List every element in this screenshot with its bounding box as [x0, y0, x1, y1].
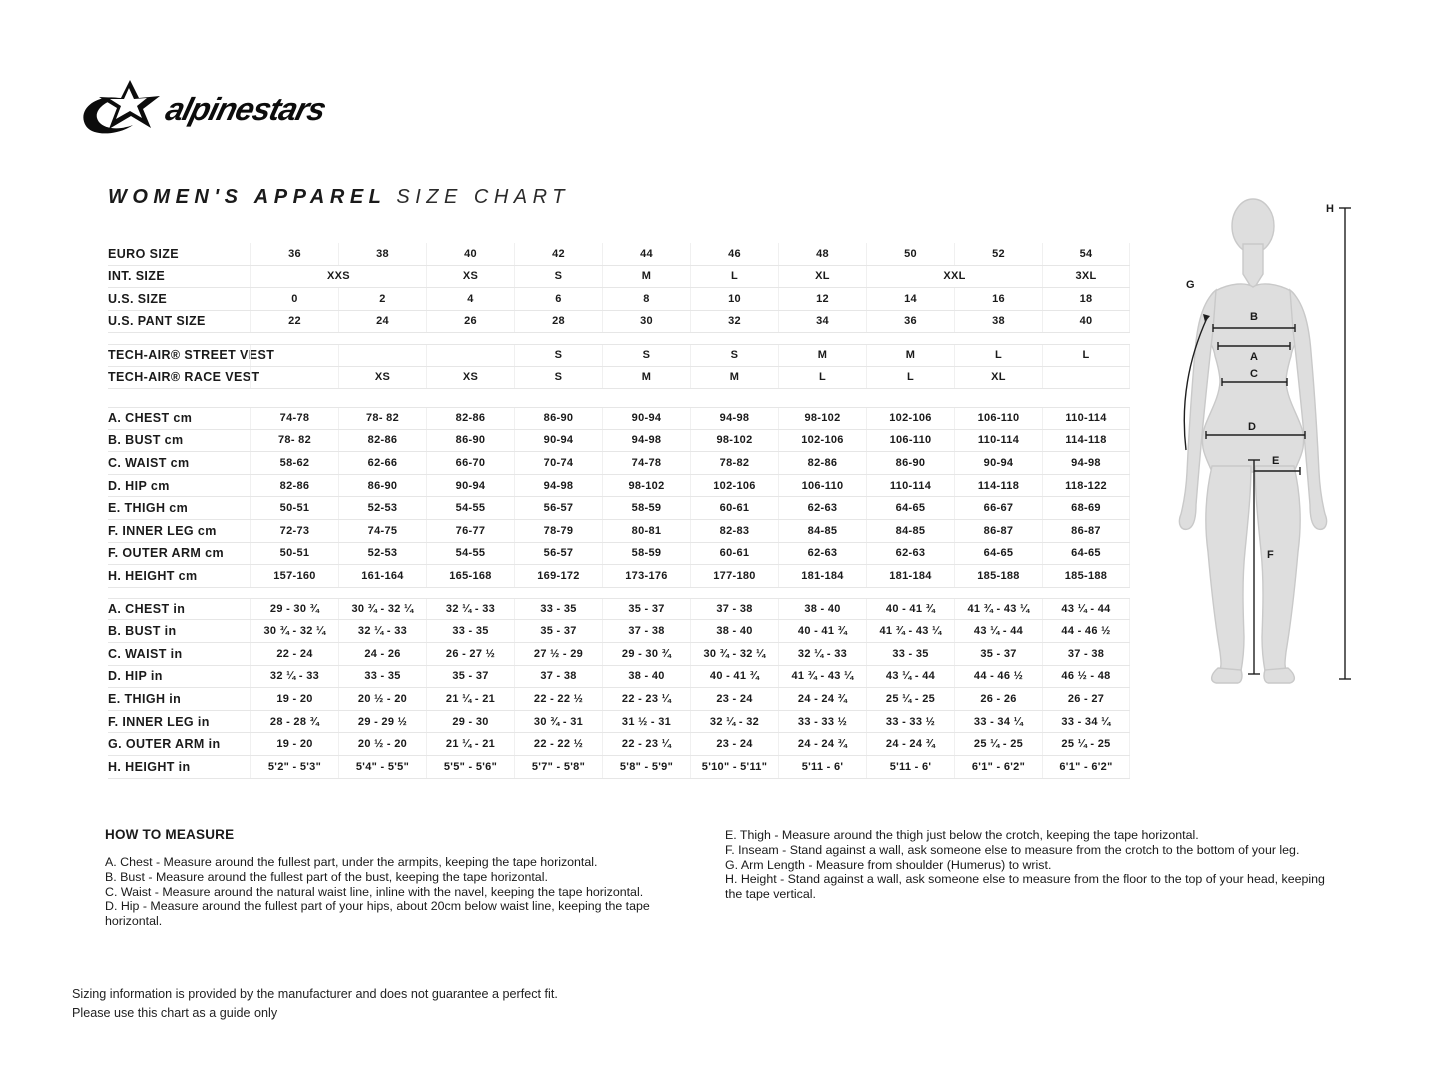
size-cell: 19 - 20: [250, 733, 338, 755]
size-cell: 90-94: [954, 452, 1042, 474]
row-label: INT. SIZE: [108, 269, 166, 284]
size-cell: 29 - 30: [426, 711, 514, 733]
size-cell: XS: [338, 367, 426, 389]
logo-wordmark: alpinestars: [162, 91, 330, 127]
size-cell: 102-106: [778, 430, 866, 452]
table-row: [108, 367, 1130, 390]
size-cell: 70-74: [514, 452, 602, 474]
size-cell: 82-86: [250, 475, 338, 497]
size-cell: 118-122: [1042, 475, 1130, 497]
size-cell: S: [514, 266, 602, 288]
size-cell: 110-114: [954, 430, 1042, 452]
size-cell: 30: [602, 311, 690, 333]
size-cell: 62-63: [778, 497, 866, 519]
size-cell: L: [690, 266, 778, 288]
row-label: EURO SIZE: [108, 246, 179, 261]
size-cell: 4: [426, 288, 514, 310]
size-cell: 44 - 46 ½: [954, 666, 1042, 688]
table-row: [108, 288, 1130, 311]
female-silhouette: [1179, 199, 1326, 683]
bust-label: B: [1250, 311, 1258, 323]
size-cell: 40 - 41 ¾: [778, 620, 866, 642]
size-cell: 37 - 38: [1042, 643, 1130, 665]
size-cell: 18: [1042, 288, 1130, 310]
size-cell: 86-87: [1042, 520, 1130, 542]
size-cell: 5'4" - 5'5": [338, 756, 426, 778]
size-cell: S: [602, 345, 690, 366]
size-cell: 28 - 28 ¾: [250, 711, 338, 733]
size-cell: 72-73: [250, 520, 338, 542]
size-cell: 22 - 23 ¼: [602, 688, 690, 710]
size-cell: 22 - 23 ¼: [602, 733, 690, 755]
size-cell: 8: [602, 288, 690, 310]
size-cell: 5'8" - 5'9": [602, 756, 690, 778]
size-cell: 22 - 22 ½: [514, 688, 602, 710]
table-row: [108, 688, 1130, 711]
size-cell: XL: [954, 367, 1042, 389]
table-row: [108, 311, 1130, 334]
row-label: H. HEIGHT in: [108, 759, 191, 774]
height-label: H: [1326, 203, 1334, 215]
size-cell: 6: [514, 288, 602, 310]
size-cell: M: [778, 345, 866, 366]
size-cell: 26 - 27 ½: [426, 643, 514, 665]
size-cell: 66-67: [954, 497, 1042, 519]
size-cell: 33 - 35: [338, 666, 426, 688]
size-cell: 35 - 37: [954, 643, 1042, 665]
row-label: B. BUST cm: [108, 433, 184, 448]
size-cell: 62-66: [338, 452, 426, 474]
size-cell: 50-51: [250, 497, 338, 519]
row-label: H. HEIGHT cm: [108, 568, 198, 583]
size-cell: 43 ¼ - 44: [1042, 599, 1130, 620]
size-cell: 32 ¼ - 33: [250, 666, 338, 688]
table-row: [108, 430, 1130, 453]
size-cell: 20 ½ - 20: [338, 733, 426, 755]
table-row: [108, 344, 1130, 367]
size-cell: 64-65: [1042, 543, 1130, 565]
size-cell: 181-184: [866, 565, 954, 587]
size-cell: 161-164: [338, 565, 426, 587]
size-cell: 185-188: [954, 565, 1042, 587]
size-cell: 74-78: [250, 408, 338, 429]
size-cell: 37 - 38: [514, 666, 602, 688]
size-cell: 64-65: [866, 497, 954, 519]
measure-instruction: E. Thigh - Measure around the thigh just below the crotch, keeping the tape horizontal.: [725, 828, 1199, 842]
size-cell: M: [690, 367, 778, 389]
size-cell: 26 - 26: [954, 688, 1042, 710]
measure-instruction: B. Bust - Measure around the fullest part of the bust, keeping the tape horizontal.: [105, 869, 548, 884]
size-cell: 114-118: [954, 475, 1042, 497]
table-row: [108, 565, 1130, 588]
size-cell: 22 - 24: [250, 643, 338, 665]
page-title-sub: SIZE CHART: [396, 186, 570, 208]
size-cell: 94-98: [690, 408, 778, 429]
size-cell: 114-118: [1042, 430, 1130, 452]
disclaimer-line: Sizing information is provided by the manufacturer and does not guarantee a perfect fit.: [72, 987, 558, 1001]
size-cell: 25 ¼ - 25: [954, 733, 1042, 755]
tech-air-section: [108, 344, 1130, 389]
table-row: [108, 452, 1130, 475]
size-cell: 24 - 24 ¾: [778, 688, 866, 710]
size-cell: 21 ¼ - 21: [426, 733, 514, 755]
row-label: C. WAIST cm: [108, 455, 190, 470]
size-cell: 41 ¾ - 43 ¼: [954, 599, 1042, 620]
size-cell: 33 - 33 ½: [866, 711, 954, 733]
size-cell: 52: [954, 243, 1042, 265]
row-label: D. HIP cm: [108, 478, 170, 493]
size-cell: 24 - 24 ¾: [778, 733, 866, 755]
how-to-measure-title: HOW TO MEASURE: [105, 827, 235, 842]
size-cell: 98-102: [778, 408, 866, 429]
size-cell: 19 - 20: [250, 688, 338, 710]
size-cell: 36: [250, 243, 338, 265]
size-cell: 43 ¼ - 44: [954, 620, 1042, 642]
disclaimer: [72, 985, 558, 1023]
size-cell: 80-81: [602, 520, 690, 542]
size-cell: 30 ¾ - 32 ¼: [338, 599, 426, 620]
row-label: A. CHEST in: [108, 602, 186, 617]
size-cell: [250, 345, 338, 366]
size-cell: 12: [778, 288, 866, 310]
size-cell: 43 ¼ - 44: [866, 666, 954, 688]
size-cell: 20 ½ - 20: [338, 688, 426, 710]
size-cell: 25 ¼ - 25: [866, 688, 954, 710]
size-cell: 169-172: [514, 565, 602, 587]
size-cell: 86-90: [866, 452, 954, 474]
size-cell: 173-176: [602, 565, 690, 587]
size-cell: 23 - 24: [690, 688, 778, 710]
size-cell: S: [514, 367, 602, 389]
size-cell: 82-86: [338, 430, 426, 452]
size-cell: 33 - 34 ¼: [954, 711, 1042, 733]
size-cell: 33 - 35: [426, 620, 514, 642]
size-cell: 54-55: [426, 543, 514, 565]
size-cell: 30 ¾ - 31: [514, 711, 602, 733]
size-cell: 41 ¾ - 43 ¼: [866, 620, 954, 642]
table-row: [108, 475, 1130, 498]
size-cell: 33 - 33 ½: [778, 711, 866, 733]
thigh-label: E: [1272, 455, 1280, 467]
size-cell: 40: [426, 243, 514, 265]
table-row: [108, 756, 1130, 779]
size-cell: 86-90: [514, 408, 602, 429]
size-cell: 26 - 27: [1042, 688, 1130, 710]
size-cell: S: [690, 345, 778, 366]
inseam-label: F: [1267, 549, 1274, 561]
size-cell: 37 - 38: [690, 599, 778, 620]
row-label: D. HIP in: [108, 669, 163, 684]
measure-instruction: D. Hip - Measure around the fullest part of your hips, about 20cm below waist line, keeping the tape horizontal.: [105, 899, 650, 929]
size-cell: 24 - 24 ¾: [866, 733, 954, 755]
page-title-main: WOMEN'S APPAREL: [108, 186, 387, 208]
size-cell: 46: [690, 243, 778, 265]
astar-icon: [83, 80, 160, 133]
size-cell: 2: [338, 288, 426, 310]
size-cell: 157-160: [250, 565, 338, 587]
size-cell: 25 ¼ - 25: [1042, 733, 1130, 755]
size-conversion-section: [108, 243, 1130, 333]
size-cell: 74-75: [338, 520, 426, 542]
size-cell: 33 - 35: [866, 643, 954, 665]
size-cell: 27 ½ - 29: [514, 643, 602, 665]
table-row: [108, 243, 1130, 266]
size-cell: 54-55: [426, 497, 514, 519]
size-cell: 50: [866, 243, 954, 265]
size-cell: 106-110: [778, 475, 866, 497]
size-cell: 6'1" - 6'2": [954, 756, 1042, 778]
size-cell: 78- 82: [338, 408, 426, 429]
size-cell: 35 - 37: [426, 666, 514, 688]
table-row: [108, 711, 1130, 734]
size-cell: 33 - 34 ¼: [1042, 711, 1130, 733]
size-cell: 76-77: [426, 520, 514, 542]
size-cell: 82-83: [690, 520, 778, 542]
measurements-in-section: [108, 598, 1130, 779]
size-cell: 10: [690, 288, 778, 310]
size-cell: 37 - 38: [602, 620, 690, 642]
size-cell: 62-63: [778, 543, 866, 565]
measure-instruction: C. Waist - Measure around the natural waist line, inline with the navel, keeping the tape horizontal.: [105, 884, 644, 899]
size-cell: 94-98: [514, 475, 602, 497]
size-cell: 165-168: [426, 565, 514, 587]
table-row: [108, 620, 1130, 643]
size-cell: 94-98: [602, 430, 690, 452]
size-cell: 98-102: [602, 475, 690, 497]
row-label: C. WAIST in: [108, 646, 183, 661]
size-cell: XS: [426, 266, 514, 288]
size-cell: 24: [338, 311, 426, 333]
size-cell: 48: [778, 243, 866, 265]
size-cell: 74-78: [602, 452, 690, 474]
size-cell: 40: [1042, 311, 1130, 333]
size-cell: 35 - 37: [602, 599, 690, 620]
how-to-measure-right-column: [725, 828, 1343, 902]
size-cell: L: [954, 345, 1042, 366]
size-cell: L: [866, 367, 954, 389]
size-cell: 44: [602, 243, 690, 265]
size-cell: 58-59: [602, 497, 690, 519]
measure-instruction: G. Arm Length - Measure from shoulder (Humerus) to wrist.: [725, 857, 1052, 872]
row-label: B. BUST in: [108, 624, 177, 639]
size-table: [108, 243, 1130, 779]
size-cell: 31 ½ - 31: [602, 711, 690, 733]
size-cell: 30 ¾ - 32 ¼: [690, 643, 778, 665]
size-cell: 32: [690, 311, 778, 333]
table-row: [108, 598, 1130, 621]
size-cell: 78- 82: [250, 430, 338, 452]
size-cell: 181-184: [778, 565, 866, 587]
arm-label: G: [1186, 279, 1195, 291]
size-cell: 28: [514, 311, 602, 333]
size-cell: 98-102: [690, 430, 778, 452]
size-cell: 86-90: [426, 430, 514, 452]
disclaimer-line: Please use this chart as a guide only: [72, 1006, 278, 1020]
row-label: G. OUTER ARM in: [108, 737, 221, 752]
measurements-cm-section: [108, 407, 1130, 588]
size-cell: 29 - 30 ¾: [602, 643, 690, 665]
table-row: [108, 733, 1130, 756]
size-cell: [426, 345, 514, 366]
size-cell: 38 - 40: [778, 599, 866, 620]
size-cell: 33 - 35: [514, 599, 602, 620]
table-row: [108, 497, 1130, 520]
size-cell: 34: [778, 311, 866, 333]
size-cell: 54: [1042, 243, 1130, 265]
measure-instruction: H. Height - Stand against a wall, ask someone else to measure from the floor to the top of your head, keeping the tape vertical.: [725, 872, 1325, 902]
row-label: F. OUTER ARM cm: [108, 546, 224, 561]
size-cell: 56-57: [514, 497, 602, 519]
size-cell: 32 ¼ - 33: [338, 620, 426, 642]
size-cell: 3XL: [1042, 266, 1130, 288]
size-cell: 38: [954, 311, 1042, 333]
size-cell: 90-94: [514, 430, 602, 452]
size-cell: 40 - 41 ¾: [866, 599, 954, 620]
size-cell: 84-85: [866, 520, 954, 542]
size-cell: 64-65: [954, 543, 1042, 565]
size-cell: 106-110: [954, 408, 1042, 429]
size-cell: 32 ¼ - 33: [778, 643, 866, 665]
size-cell: 58-62: [250, 452, 338, 474]
size-cell: 46 ½ - 48: [1042, 666, 1130, 688]
size-cell: 82-86: [778, 452, 866, 474]
size-cell: 56-57: [514, 543, 602, 565]
size-cell: 38: [338, 243, 426, 265]
size-cell: 90-94: [602, 408, 690, 429]
size-cell: 5'5" - 5'6": [426, 756, 514, 778]
hip-label: D: [1248, 421, 1256, 433]
row-label: E. THIGH in: [108, 691, 182, 706]
size-cell: 5'7" - 5'8": [514, 756, 602, 778]
size-cell: 23 - 24: [690, 733, 778, 755]
size-cell: XL: [778, 266, 866, 288]
row-label: E. THIGH cm: [108, 501, 189, 516]
measure-instruction: F. Inseam - Stand against a wall, ask someone else to measure from the crotch to the bottom of your leg.: [725, 842, 1300, 857]
alpinestars-logo: [72, 74, 332, 140]
size-cell: 29 - 30 ¾: [250, 599, 338, 620]
row-label: U.S. PANT SIZE: [108, 314, 206, 329]
size-cell: 35 - 37: [514, 620, 602, 642]
size-cell: 5'11 - 6': [866, 756, 954, 778]
row-label: F. INNER LEG cm: [108, 523, 217, 538]
size-cell: 66-70: [426, 452, 514, 474]
size-cell: 30 ¾ - 32 ¼: [250, 620, 338, 642]
size-cell: 5'2" - 5'3": [250, 756, 338, 778]
size-cell: 24 - 26: [338, 643, 426, 665]
table-row: [108, 520, 1130, 543]
table-row: [108, 543, 1130, 566]
size-cell: 177-180: [690, 565, 778, 587]
size-cell: 40 - 41 ¾: [690, 666, 778, 688]
size-cell: 22: [250, 311, 338, 333]
size-cell: S: [514, 345, 602, 366]
row-label: F. INNER LEG in: [108, 714, 210, 729]
size-cell: 110-114: [1042, 408, 1130, 429]
row-label: A. CHEST cm: [108, 411, 193, 426]
table-row: [108, 643, 1130, 666]
size-cell: 86-90: [338, 475, 426, 497]
size-cell: 58-59: [602, 543, 690, 565]
size-cell: [1042, 367, 1130, 389]
size-cell: 68-69: [1042, 497, 1130, 519]
row-label: TECH-AIR® RACE VEST: [108, 370, 260, 385]
size-cell: 21 ¼ - 21: [426, 688, 514, 710]
size-cell: M: [602, 367, 690, 389]
size-cell: 0: [250, 288, 338, 310]
size-cell: 22 - 22 ½: [514, 733, 602, 755]
page-title: [108, 186, 570, 209]
size-cell: 82-86: [426, 408, 514, 429]
size-cell: 16: [954, 288, 1042, 310]
size-cell: 38 - 40: [690, 620, 778, 642]
size-cell: 14: [866, 288, 954, 310]
size-cell: 50-51: [250, 543, 338, 565]
size-cell: 29 - 29 ½: [338, 711, 426, 733]
size-cell: 78-82: [690, 452, 778, 474]
size-cell: M: [602, 266, 690, 288]
size-cell: XS: [426, 367, 514, 389]
table-row: [108, 266, 1130, 289]
size-cell: 38 - 40: [602, 666, 690, 688]
size-cell: 5'11 - 6': [778, 756, 866, 778]
size-cell: 84-85: [778, 520, 866, 542]
size-cell: 52-53: [338, 543, 426, 565]
size-cell: L: [778, 367, 866, 389]
how-to-measure-left-column: [105, 855, 705, 929]
body-measurement-figure: [1150, 190, 1440, 710]
size-cell: 185-188: [1042, 565, 1130, 587]
table-row: [108, 666, 1130, 689]
size-cell: 32 ¼ - 32: [690, 711, 778, 733]
row-label: TECH-AIR® STREET VEST: [108, 348, 275, 363]
size-cell: 41 ¾ - 43 ¼: [778, 666, 866, 688]
size-cell: 6'1" - 6'2": [1042, 756, 1130, 778]
size-cell: XXL: [866, 266, 1042, 288]
measure-instruction: A. Chest - Measure around the fullest part, under the armpits, keeping the tape horizontal.: [105, 855, 598, 869]
size-cell: 42: [514, 243, 602, 265]
waist-label: C: [1250, 368, 1258, 380]
size-cell: 90-94: [426, 475, 514, 497]
size-cell: 60-61: [690, 543, 778, 565]
size-cell: [250, 367, 338, 389]
size-cell: 102-106: [690, 475, 778, 497]
size-cell: 106-110: [866, 430, 954, 452]
size-cell: 110-114: [866, 475, 954, 497]
size-cell: 36: [866, 311, 954, 333]
size-cell: 78-79: [514, 520, 602, 542]
size-cell: 62-63: [866, 543, 954, 565]
size-cell: [338, 345, 426, 366]
size-cell: 52-53: [338, 497, 426, 519]
size-cell: 32 ¼ - 33: [426, 599, 514, 620]
size-cell: 60-61: [690, 497, 778, 519]
size-cell: 5'10" - 5'11": [690, 756, 778, 778]
size-cell: 94-98: [1042, 452, 1130, 474]
size-cell: 44 - 46 ½: [1042, 620, 1130, 642]
size-cell: 102-106: [866, 408, 954, 429]
size-cell: L: [1042, 345, 1130, 366]
size-cell: XXS: [250, 266, 426, 288]
chest-label: A: [1250, 351, 1258, 363]
table-row: [108, 407, 1130, 430]
size-cell: M: [866, 345, 954, 366]
size-cell: 26: [426, 311, 514, 333]
size-cell: 86-87: [954, 520, 1042, 542]
row-label: U.S. SIZE: [108, 291, 168, 306]
